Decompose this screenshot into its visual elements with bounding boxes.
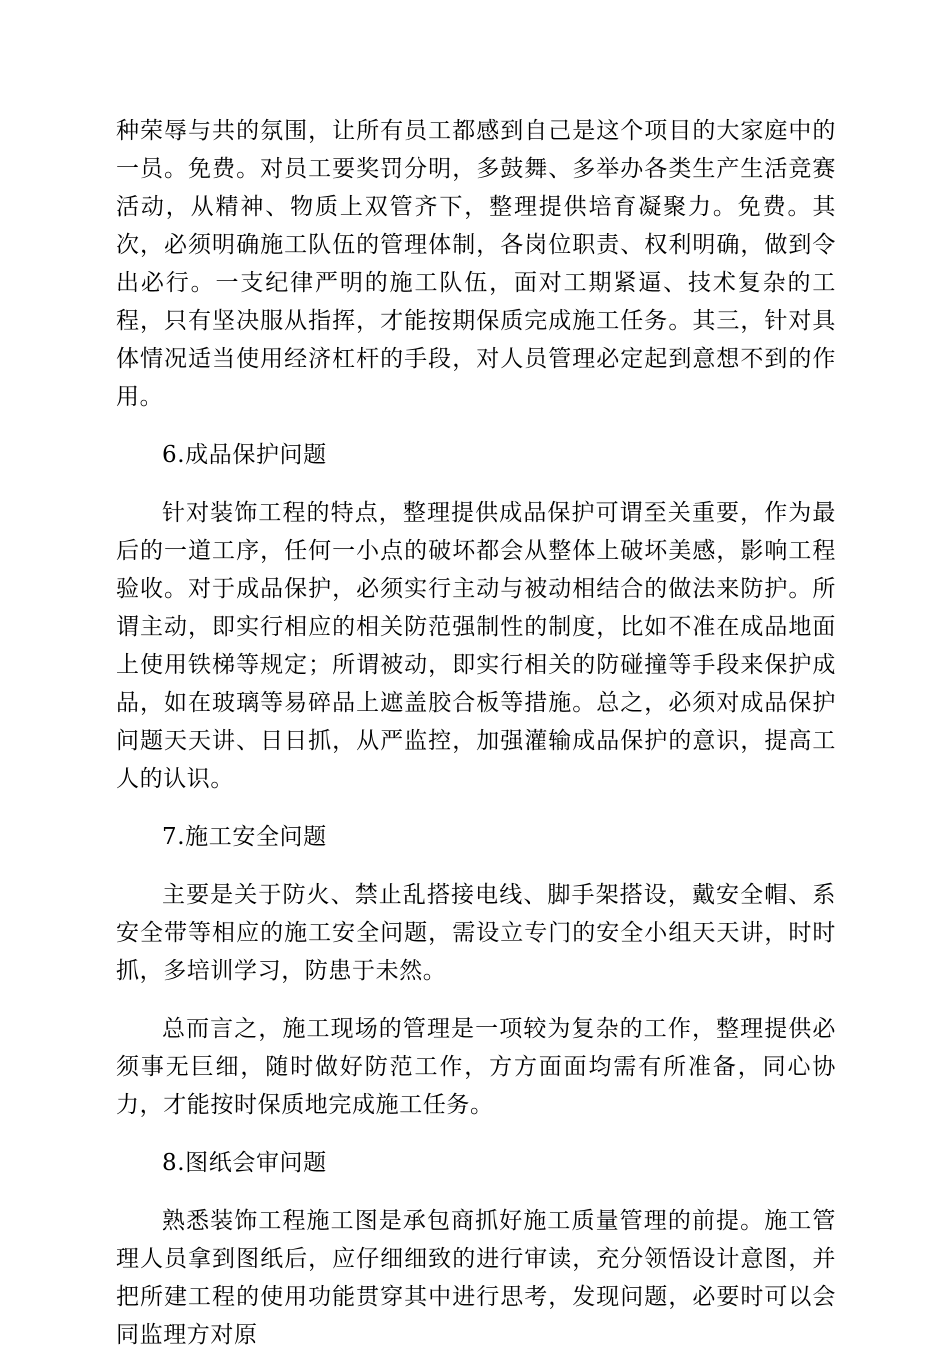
paragraph-construction-safety: 主要是关于防火、禁止乱搭接电线、脚手架搭设，戴安全帽、系安全带等相应的施工安全问题，需设立专门的安全小组天天讲，时时抓，多培训学习，防患于未然。: [116, 882, 836, 984]
document-page: [116, 112, 836, 1354]
paragraph-summary: 总而言之，施工现场的管理是一项较为复杂的工作，整理提供必须事无巨细，随时做好防范工作，方方面面均需有所准备，同心协力，才能按时保质地完成施工任务。: [116, 1016, 836, 1118]
heading-construction-safety: 7.施工安全问题: [162, 824, 327, 850]
paragraph-product-protection: 针对装饰工程的特点，整理提供成品保护可谓至关重要，作为最后的一道工序，任何一小点的破坏都会从整体上破坏美感，影响工程验收。对于成品保护，必须实行主动与被动相结合的做法来防护。所谓主动，即实行相应的相关防范强制性的制度，比如不准在成品地面上使用铁梯等规定；所谓被动，即实行相关的防碰撞等手段来保护成品，如在玻璃等易碎品上遮盖胶合板等措施。总之，必须对成品保护问题天天讲、日日抓，从严监控，加强灌输成品保护的意识，提高工人的认识。: [116, 500, 836, 792]
paragraph-drawing-review: 熟悉装饰工程施工图是承包商抓好施工质量管理的前提。施工管理人员拿到图纸后，应仔细细致的进行审读，充分领悟设计意图，并把所建工程的使用功能贯穿其中进行思考，发现问题，必要时可以会同监理方对原: [116, 1208, 836, 1348]
heading-drawing-review: 8.图纸会审问题: [162, 1150, 327, 1176]
paragraph-staff-management: 种荣辱与共的氛围，让所有员工都感到自己是这个项目的大家庭中的一员。免费。对员工要奖罚分明，多鼓舞、多举办各类生产生活竞赛活动，从精神、物质上双管齐下，整理提供培育凝聚力。免费。其次，必须明确施工队伍的管理体制，各岗位职责、权利明确，做到令出必行。一支纪律严明的施工队伍，面对工期紧逼、技术复杂的工程，只有坚决服从指挥，才能按期保质完成施工任务。其三，针对具体情况适当使用经济杠杆的手段，对人员管理必定起到意想不到的作用。: [116, 118, 836, 410]
heading-product-protection: 6.成品保护问题: [162, 442, 327, 468]
